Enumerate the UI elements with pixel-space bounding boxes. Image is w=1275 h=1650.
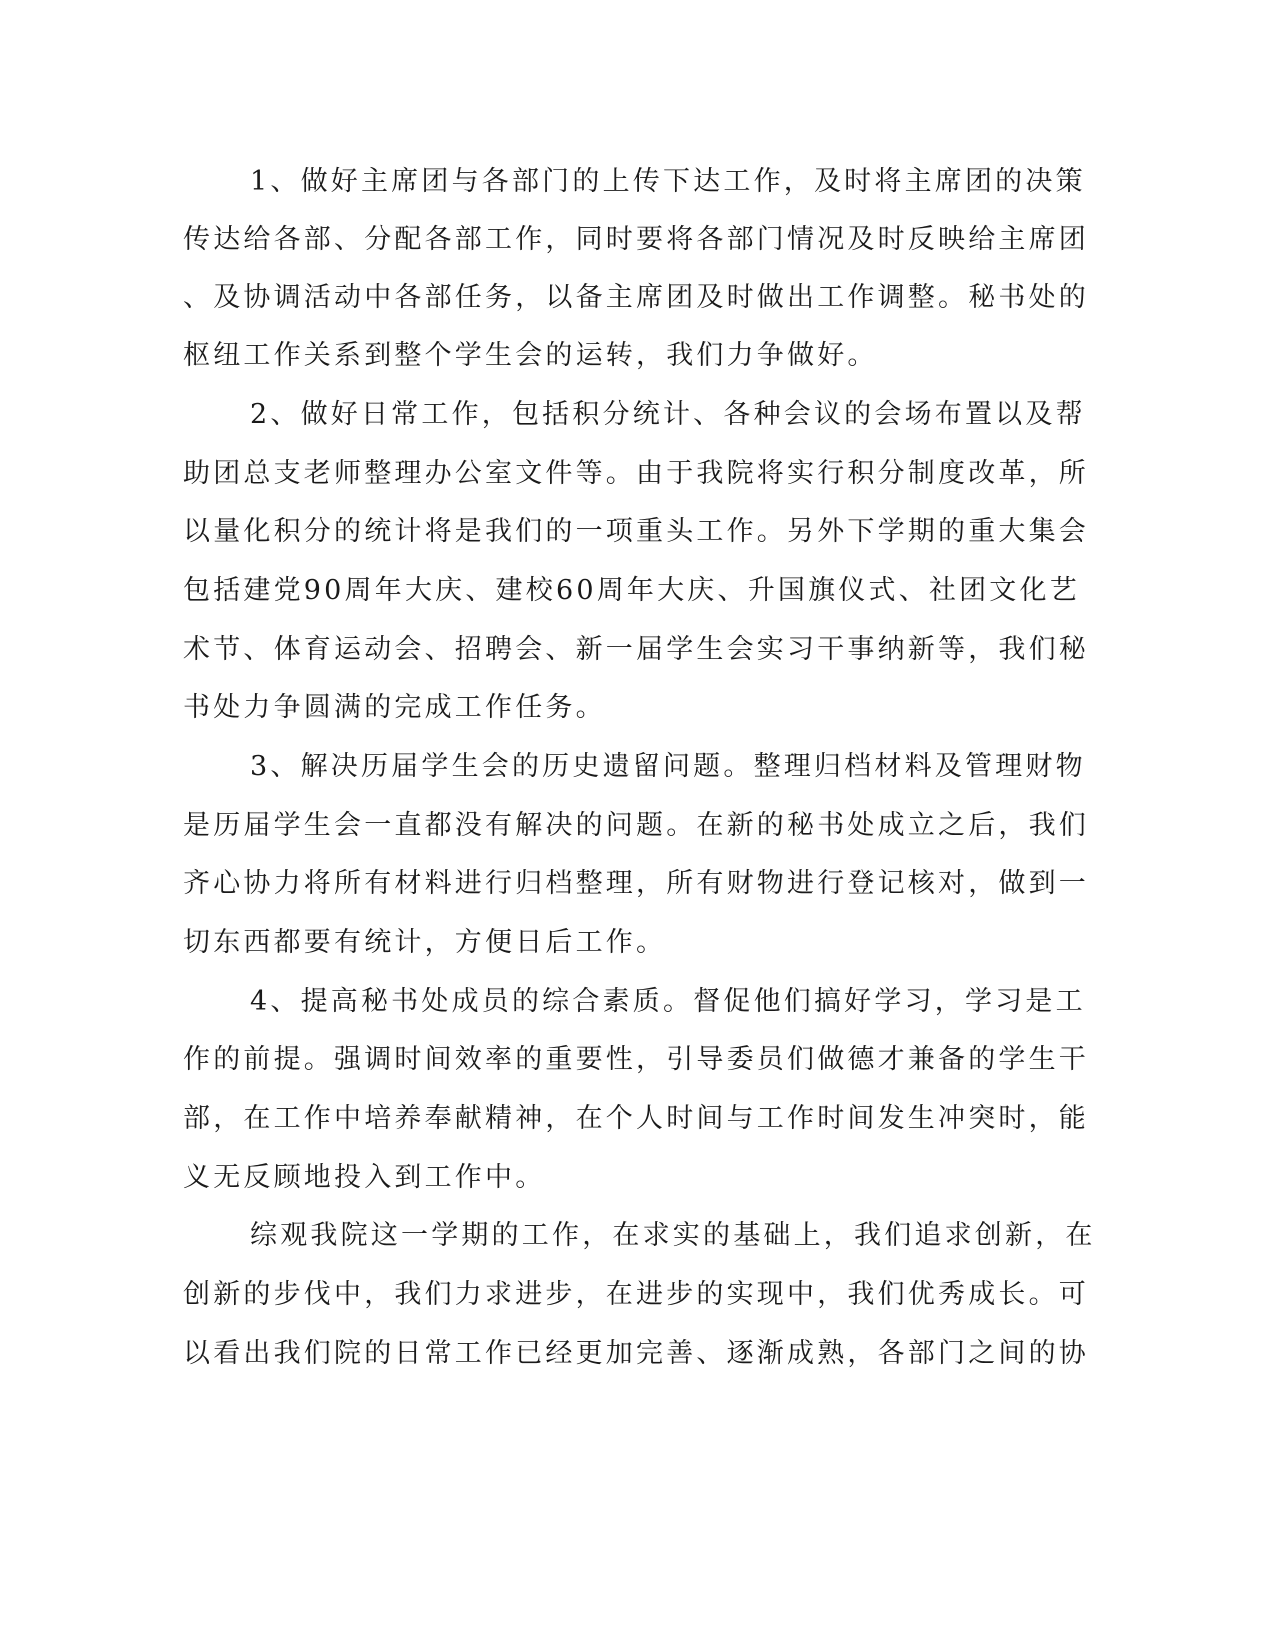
paragraph-4-line-3: 部，在工作中培养奉献精神，在个人时间与工作时间发生冲突时，能: [183, 1103, 1089, 1134]
paragraph-4-line-1: 4、提高秘书处成员的综合素质。督促他们搞好学习，学习是工: [250, 986, 1086, 1017]
paragraph-2-line-3: 以量化积分的统计将是我们的一项重头工作。另外下学期的重大集会: [183, 516, 1089, 547]
paragraph-5-line-1: 综观我院这一学期的工作，在求实的基础上，我们追求创新，在: [250, 1220, 1096, 1251]
paragraph-3-line-3: 齐心协力将所有材料进行归档整理，所有财物进行登记核对，做到一: [183, 868, 1089, 899]
paragraph-1-line-2: 传达给各部、分配各部工作，同时要将各部门情况及时反映给主席团: [183, 224, 1089, 255]
paragraph-3-line-2: 是历届学生会一直都没有解决的问题。在新的秘书处成立之后，我们: [183, 810, 1089, 841]
paragraph-2-line-6: 书处力争圆满的完成工作任务。: [183, 692, 606, 723]
paragraph-1-line-1: 1、做好主席团与各部门的上传下达工作，及时将主席团的决策: [250, 166, 1086, 197]
paragraph-3-line-1: 3、解决历届学生会的历史遗留问题。整理归档材料及管理财物: [250, 751, 1086, 782]
paragraph-4-line-4: 义无反顾地投入到工作中。: [183, 1162, 546, 1193]
paragraph-2-line-4: 包括建党90周年大庆、建校60周年大庆、升国旗仪式、社团文化艺: [183, 575, 1080, 606]
paragraph-2-line-2: 助团总支老师整理办公室文件等。由于我院将实行积分制度改革，所: [183, 458, 1089, 489]
paragraph-2-line-5: 术节、体育运动会、招聘会、新一届学生会实习干事纳新等，我们秘: [183, 634, 1089, 665]
paragraph-3-line-4: 切东西都要有统计，方便日后工作。: [183, 927, 667, 958]
paragraph-1-line-3: 、及协调活动中各部任务，以备主席团及时做出工作调整。秘书处的: [183, 282, 1089, 313]
paragraph-5-line-3: 以看出我们院的日常工作已经更加完善、逐渐成熟，各部门之间的协: [183, 1338, 1089, 1369]
paragraph-5-line-2: 创新的步伐中，我们力求进步，在进步的实现中，我们优秀成长。可: [183, 1279, 1089, 1310]
paragraph-1-line-4: 枢纽工作关系到整个学生会的运转，我们力争做好。: [183, 340, 878, 371]
paragraph-4-line-2: 作的前提。强调时间效率的重要性，引导委员们做德才兼备的学生干: [183, 1044, 1089, 1075]
paragraph-2-line-1: 2、做好日常工作，包括积分统计、各种会议的会场布置以及帮: [250, 399, 1086, 430]
